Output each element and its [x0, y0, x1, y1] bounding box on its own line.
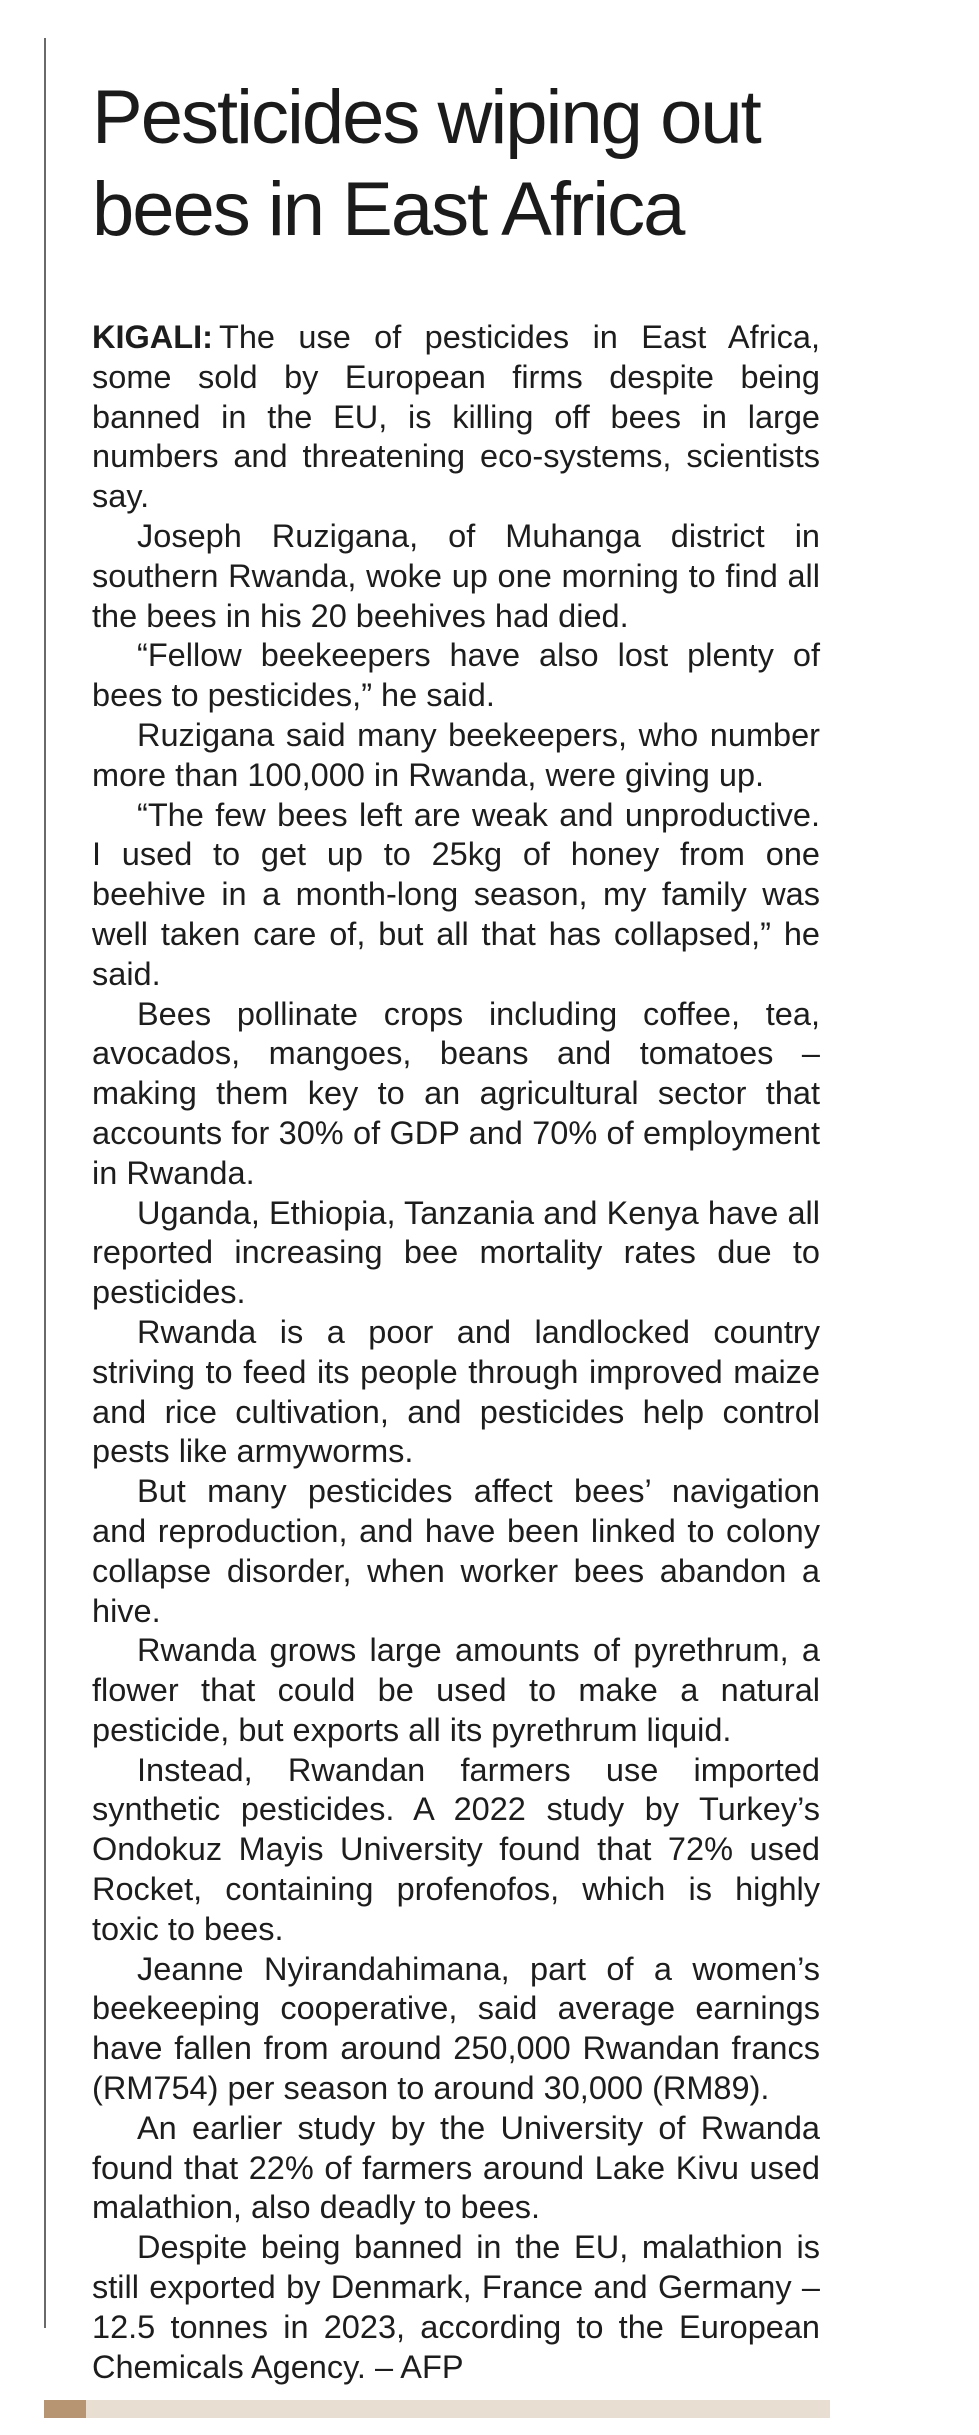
news-article — [92, 72, 820, 2387]
paragraph: Instead, Rwandan farmers use imported synthetic pesticides. A 2022 study by Turkey’s Ondokuz Mayis University found that 72% used Rocket, containing profenofos, which is highly toxic to bees. — [92, 1751, 820, 1947]
paragraph: Rwanda grows large amounts of pyrethrum, a flower that could be used to make a natural pesticide, but exports all its pyrethrum liquid. — [92, 1632, 820, 1748]
headline-line-1: Pesticides wiping out — [92, 75, 760, 160]
paragraph: Bees pollinate crops including coffee, tea, avocados, mangoes, beans and tomatoes – making them key to an agricultural sector that accounts for 30% of GDP and 70% of employment in Rwanda. — [92, 995, 820, 1191]
dateline: KIGALI: — [92, 319, 213, 355]
paragraph: But many pesticides affect bees’ navigation and reproduction, and have been linked to colony collapse disorder, when worker bees abandon a hive. — [92, 1473, 820, 1629]
paragraph: Uganda, Ethiopia, Tanzania and Kenya have all reported increasing bee mortality rates due to pesticides. — [92, 1194, 820, 1311]
article-body — [92, 318, 820, 2387]
paragraph: Joseph Ruzigana, of Muhanga district in southern Rwanda, woke up one morning to find all the bees in his 20 beehives had died. — [92, 517, 820, 634]
footer-accent-block — [44, 2400, 86, 2418]
column-divider-rule — [44, 38, 46, 2328]
footer-color-bar — [44, 2400, 830, 2418]
paragraph: “Fellow beekeepers have also lost plenty of bees to pesticides,” he said. — [92, 637, 820, 714]
paragraph-text: The use of pesticides in East Africa, some sold by European firms despite being banned in the EU, is killing off bees in large numbers and threatening eco-systems, scientists say. — [92, 319, 820, 515]
paragraph-lead — [92, 318, 820, 517]
article-headline — [92, 72, 820, 256]
paragraph: “The few bees left are weak and unproductive. I used to get up to 25kg of honey from one beehive in a month-long season, my family was well taken care of, but all that has collapsed,” he said. — [92, 796, 820, 992]
paragraph: An earlier study by the University of Rwanda found that 22% of farmers around Lake Kivu used malathion, also deadly to bees. — [92, 2109, 820, 2226]
headline-line-2: bees in East Africa — [92, 167, 684, 252]
paragraph: Ruzigana said many beekeepers, who number more than 100,000 in Rwanda, were giving up. — [92, 716, 820, 793]
paragraph: Despite being banned in the EU, malathion is still exported by Denmark, France and Germany – 12.5 tonnes in 2023, according to the European Chemicals Agency. – AFP — [92, 2229, 820, 2385]
paragraph: Rwanda is a poor and landlocked country striving to feed its people through improved maize and rice cultivation, and pesticides help control pests like armyworms. — [92, 1313, 820, 1470]
paragraph: Jeanne Nyirandahimana, part of a women’s beekeeping cooperative, said average earnings have fallen from around 250,000 Rwandan francs (RM754) per season to around 30,000 (RM89). — [92, 1950, 820, 2107]
